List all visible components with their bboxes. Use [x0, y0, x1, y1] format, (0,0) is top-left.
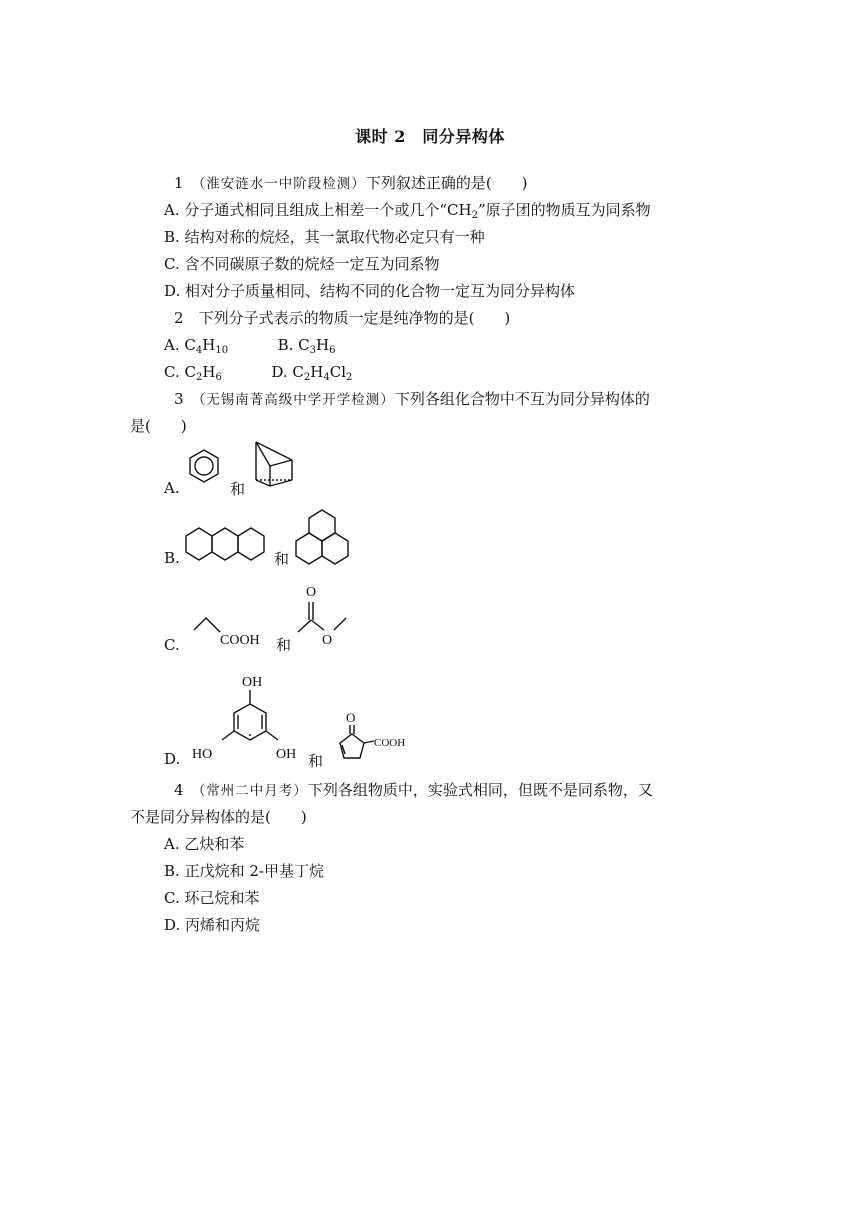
question-source: （常州二中月考） — [198, 783, 308, 799]
option-text: 结构对称的烷烃，其一氯取代物必定只有一种 — [184, 228, 485, 246]
question-text: 下列分子式表示的物质一定是纯净物的是( ) — [198, 309, 511, 327]
option-a: A. $C_4H_{10}$ — [164, 336, 229, 356]
question-2-stem — [174, 307, 510, 329]
question-1-stem — [174, 172, 528, 195]
methyl-acetate-structure — [296, 580, 356, 646]
prismane-structure — [252, 440, 302, 496]
option-label: A. — [164, 201, 180, 219]
option-text: ”原子团的物质互为同系物 — [478, 201, 651, 219]
phenalene-skeleton — [296, 508, 358, 570]
question-3-stem — [174, 388, 650, 411]
question-4-option-c: C. 环己烷和苯 — [164, 889, 260, 907]
question-4-option-d: D. 丙烯和丙烷 — [164, 916, 261, 934]
chem-label: OH — [242, 675, 263, 690]
question-2-options-row-2 — [164, 361, 352, 389]
question-1-option-b — [164, 226, 485, 248]
chem-label: OH — [276, 747, 297, 762]
question-4-stem — [174, 779, 653, 802]
and-text: 和 — [274, 550, 290, 568]
option-c: C. $C_2H_6$ — [164, 363, 222, 383]
option-label: C. — [164, 255, 180, 273]
option-text: 含不同碳原子数的烷烃一定互为同系物 — [184, 255, 440, 273]
option-d: D. $C_2H_4Cl_2$ — [271, 363, 353, 383]
option-b: B. $C_3H_6$ — [277, 336, 336, 356]
subscript: 2 — [471, 210, 478, 221]
question-4-option-b: B. 正戊烷和 2-甲基丁烷 — [164, 862, 324, 880]
option-label: B. — [164, 549, 180, 567]
option-label: D. — [164, 750, 181, 768]
option-label: D. — [164, 282, 181, 300]
benzene-structure — [186, 446, 234, 492]
question-number: 4 — [174, 781, 184, 799]
phloroglucinol-structure — [188, 668, 308, 764]
question-3-stem-cont: 是( ) — [130, 417, 187, 435]
chem-label: O — [322, 633, 333, 648]
chem-label: O — [346, 710, 356, 725]
cyclopentenone-carboxylic-acid-structure — [328, 708, 424, 764]
question-text: 下列叙述正确的是( ) — [365, 174, 528, 192]
question-4-option-a: A. 乙炔和苯 — [164, 835, 245, 853]
question-text: 下列各组物质中，实验式相同，但既不是同系物，又 — [307, 781, 653, 799]
option-text: 分子通式相同且组成上相差一个或几个“CH — [184, 201, 472, 219]
question-number: 2 — [174, 309, 184, 327]
option-label: B. — [164, 228, 180, 246]
question-1-option-d — [164, 280, 575, 302]
anthracene-skeleton — [186, 524, 268, 568]
and-text: 和 — [230, 480, 246, 498]
and-text: 和 — [276, 636, 292, 654]
chem-label: COOH — [374, 737, 406, 749]
chem-label: COOH — [220, 633, 260, 648]
question-source: （无锡南菁高级中学开学检测） — [198, 392, 395, 408]
question-4-stem-cont: 不是同分异构体的是( ) — [130, 808, 307, 826]
question-2-options-row-1 — [164, 334, 336, 362]
chem-label: O — [306, 585, 317, 600]
chem-label: HO — [192, 747, 213, 762]
question-number: 3 — [174, 390, 184, 408]
question-source: （淮安涟水一中阶段检测） — [198, 176, 366, 192]
option-label: A. — [164, 479, 180, 497]
option-label: C. — [164, 636, 180, 654]
and-text: 和 — [308, 752, 324, 770]
propanoic-acid-structure — [194, 612, 284, 648]
option-text: 相对分子质量相同、结构不同的化合物一定互为同分异构体 — [185, 282, 576, 300]
question-number: 1 — [174, 174, 184, 192]
question-text: 下列各组化合物中不互为同分异构体的 — [394, 390, 650, 408]
question-1-option-a — [164, 199, 651, 227]
question-1-option-c — [164, 253, 440, 275]
page-title: 课时 2 同分异构体 — [355, 127, 505, 146]
